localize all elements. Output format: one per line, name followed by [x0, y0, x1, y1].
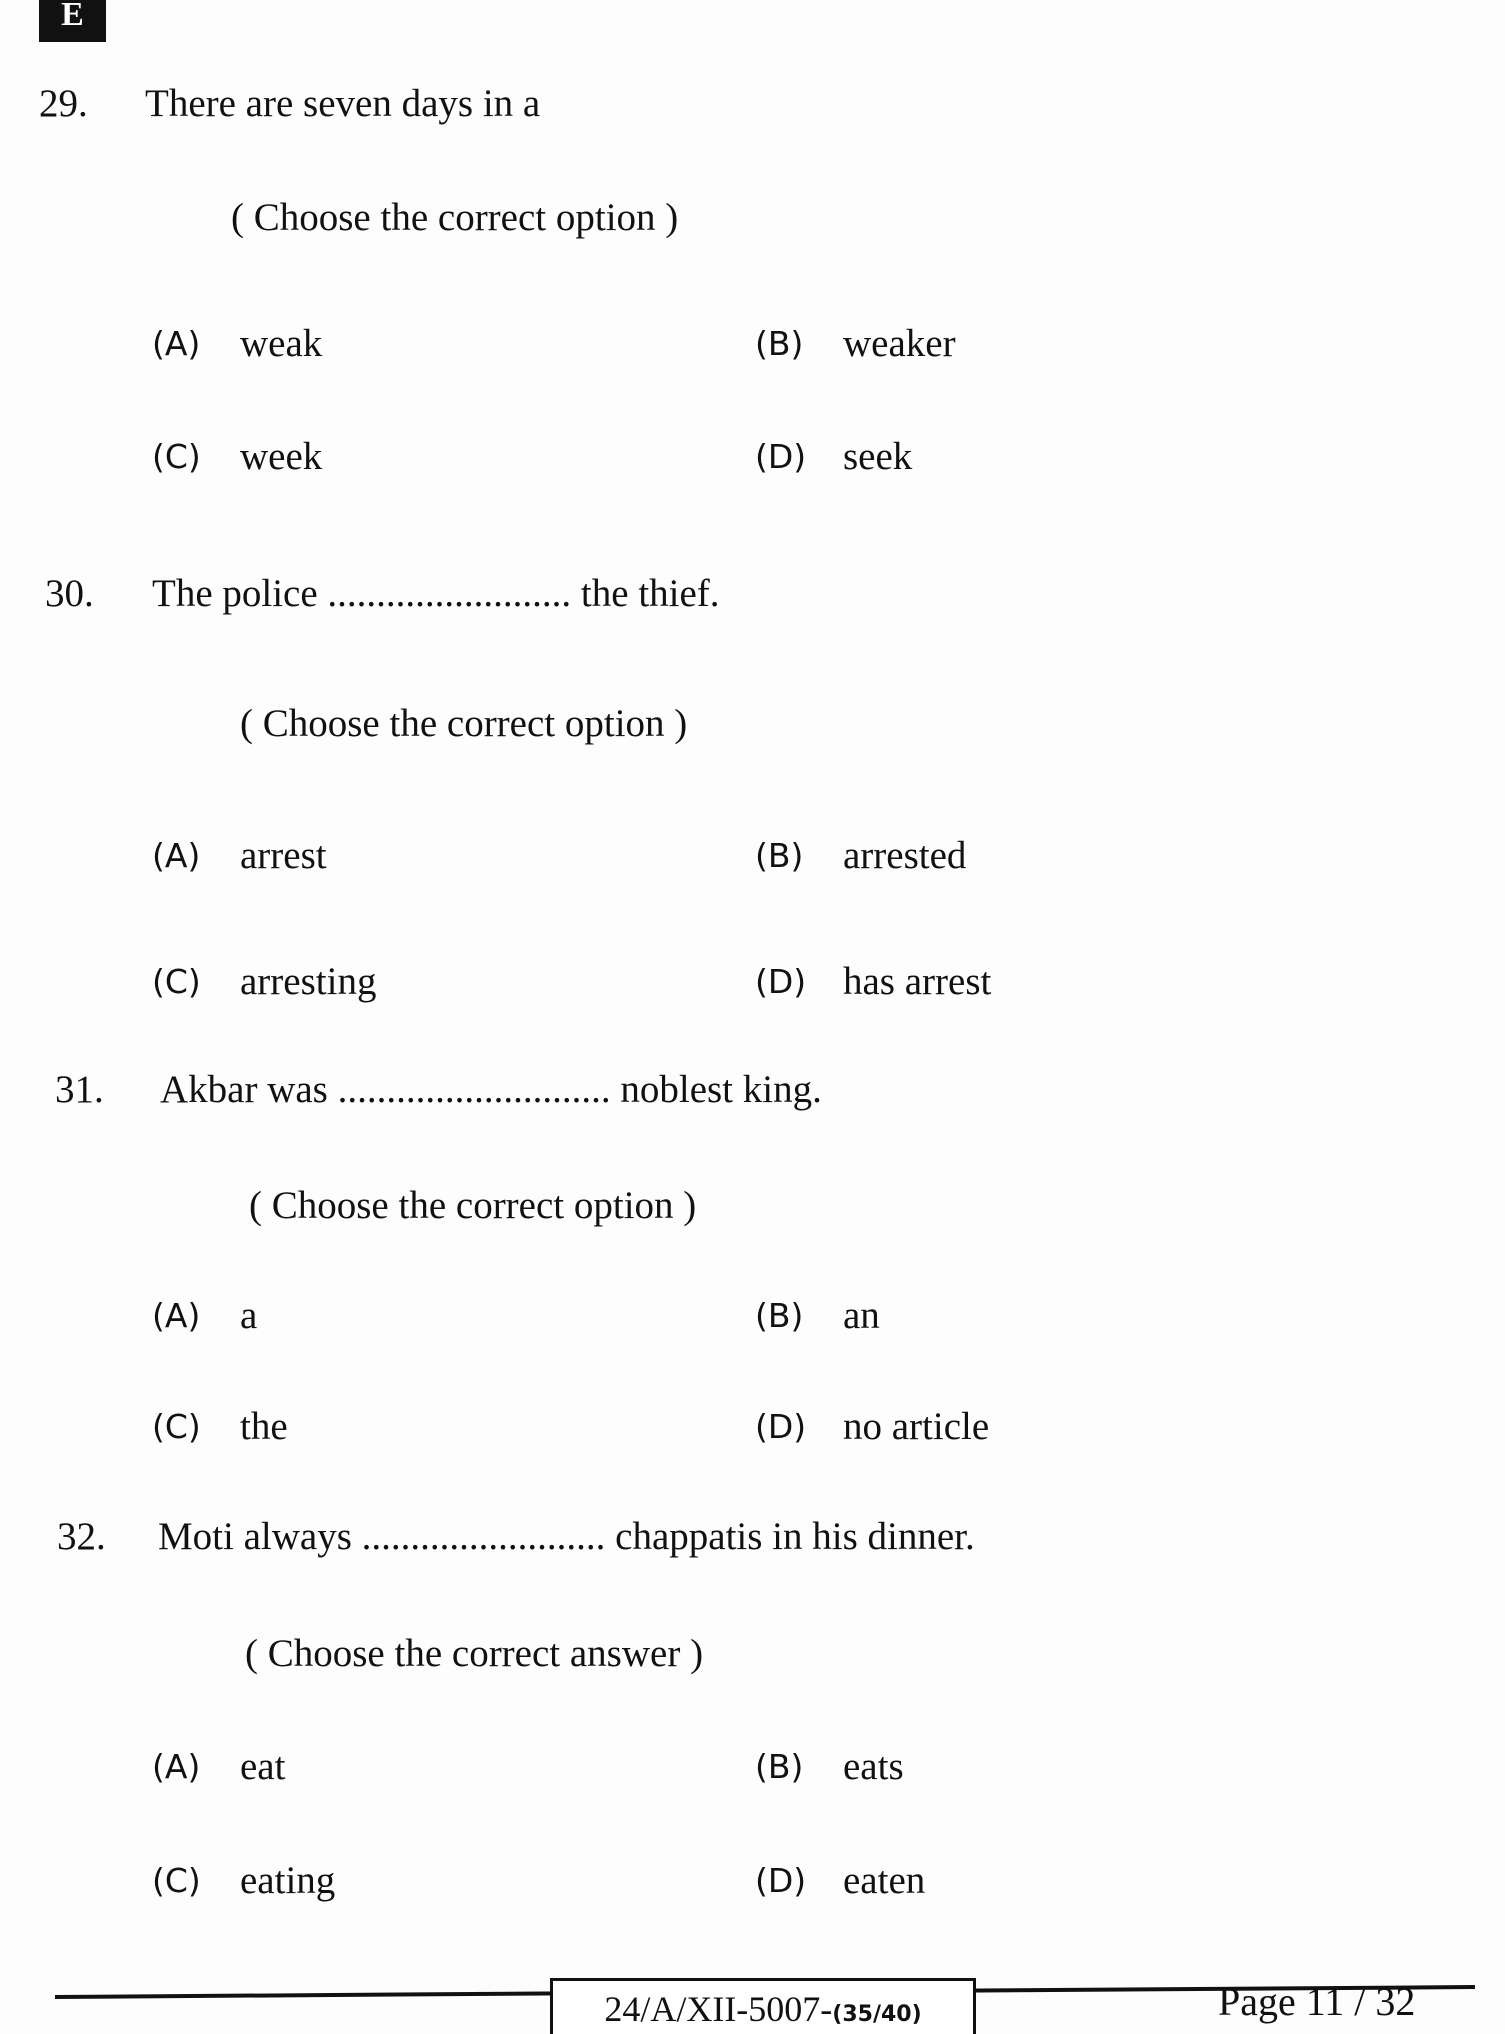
- paper-code-text: 24/A/XII-5007-: [604, 1989, 833, 2029]
- option-text: weaker: [843, 322, 956, 365]
- option-label: (C): [152, 437, 201, 476]
- question-text: Moti always ......................... chappatis in his dinner.: [158, 1515, 975, 1558]
- question-number: 32.: [57, 1515, 106, 1558]
- question-instruction: ( Choose the correct option ): [231, 196, 679, 239]
- question-instruction: ( Choose the correct option ): [240, 702, 688, 745]
- option-text: the: [240, 1405, 288, 1448]
- option-label: (B): [755, 324, 804, 363]
- option-label: (A): [152, 836, 201, 875]
- question-text: The police ......................... the thief.: [152, 572, 720, 615]
- question-number: 31.: [55, 1068, 104, 1111]
- option-text: eaten: [843, 1859, 926, 1902]
- paper-code-suffix: (35/40): [832, 2002, 922, 2027]
- option-label: (C): [152, 1407, 201, 1446]
- question-number: 30.: [45, 572, 94, 615]
- option-text: seek: [843, 435, 913, 478]
- question-text: Akbar was ............................ noblest king.: [160, 1068, 822, 1111]
- question-instruction: ( Choose the correct answer ): [245, 1632, 704, 1675]
- option-text: eats: [843, 1745, 904, 1788]
- option-label: (A): [152, 324, 201, 363]
- option-text: weak: [240, 322, 323, 365]
- question-number: 29.: [39, 82, 88, 125]
- option-label: (C): [152, 962, 201, 1001]
- option-label: (B): [755, 1296, 804, 1335]
- question-instruction: ( Choose the correct option ): [249, 1184, 697, 1227]
- option-label: (C): [152, 1861, 201, 1900]
- option-label: (A): [152, 1296, 201, 1335]
- option-text: no article: [843, 1405, 990, 1448]
- option-label: (B): [755, 1747, 804, 1786]
- option-label: (D): [755, 1861, 807, 1900]
- set-letter-box: E: [39, 0, 106, 42]
- option-text: a: [240, 1294, 258, 1337]
- option-text: eating: [240, 1859, 336, 1902]
- option-text: an: [843, 1294, 880, 1337]
- option-text: week: [240, 435, 323, 478]
- option-text: eat: [240, 1745, 286, 1788]
- option-text: has arrest: [843, 960, 992, 1003]
- option-label: (A): [152, 1747, 201, 1786]
- page-number: Page 11 / 32: [1218, 1979, 1416, 2024]
- option-label: (D): [755, 962, 807, 1001]
- question-text: There are seven days in a: [145, 82, 541, 125]
- option-label: (B): [755, 836, 804, 875]
- option-text: arresting: [240, 960, 377, 1003]
- option-text: arrested: [843, 834, 967, 877]
- paper-code: [550, 1978, 976, 2034]
- option-label: (D): [755, 437, 807, 476]
- option-label: (D): [755, 1407, 807, 1446]
- option-text: arrest: [240, 834, 327, 877]
